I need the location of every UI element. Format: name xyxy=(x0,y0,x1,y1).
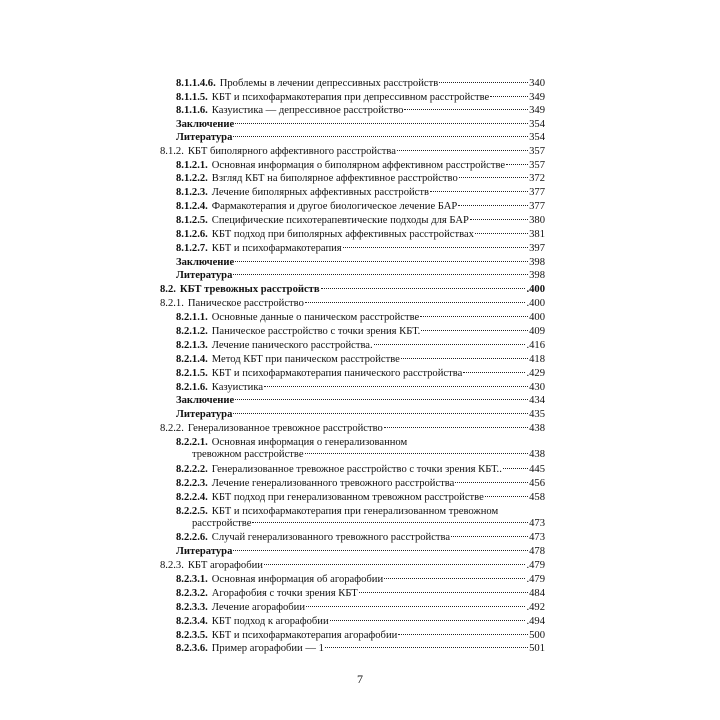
toc-entry-number: 8.2.2.6. xyxy=(176,532,208,543)
toc-entry-page: 501 xyxy=(529,643,545,654)
leader-dots xyxy=(235,123,528,124)
toc-entry xyxy=(176,186,545,200)
toc-entry-title: Лечение агорафобии xyxy=(211,602,306,613)
toc-entry-number: 8.2.1.1. xyxy=(176,312,208,323)
toc-entry-title: Основные данные о паническом расстройстве xyxy=(211,312,420,323)
toc-entry-number: 8.2.3.3. xyxy=(176,602,208,613)
toc-entry xyxy=(176,381,545,395)
leader-dots xyxy=(430,191,528,192)
toc-entry xyxy=(176,491,545,505)
toc-entry-page: 380 xyxy=(529,215,545,226)
toc-entry-number: 8.2.3.5. xyxy=(176,630,208,641)
toc-entry-page: 473 xyxy=(529,518,545,529)
toc-entry xyxy=(176,463,545,477)
toc-entry-title: Специфические психотерапевтические подходы для БАР xyxy=(211,215,469,226)
toc-entry-page: 340 xyxy=(529,78,545,89)
toc-entry xyxy=(176,228,545,242)
toc-entry-number: 8.2.2.2. xyxy=(176,464,208,475)
toc-entry-number: 8.1.2.4. xyxy=(176,201,208,212)
toc-entry xyxy=(176,615,545,629)
toc-entry-page: .479 xyxy=(526,560,545,571)
toc-entry-title: КБТ тревожных расстройств xyxy=(179,284,320,295)
toc-entry-page: .492 xyxy=(526,602,545,613)
toc-entry-page: .429 xyxy=(526,368,545,379)
toc-entry xyxy=(176,214,545,228)
toc-entry xyxy=(176,91,545,105)
toc-entry-page: 354 xyxy=(529,119,545,130)
toc-entry-title: КБТ подход при генерализованном тревожном расстройстве xyxy=(211,492,484,503)
toc-entry-number: 8.2.1.6. xyxy=(176,382,208,393)
toc-entry-page: 357 xyxy=(529,146,545,157)
toc-entry-number: 8.2.3.2. xyxy=(176,588,208,599)
toc-entry-number: 8.2.3. xyxy=(160,560,184,571)
toc-entry-title: КБТ и психофармакотерапия при депрессивном расстройстве xyxy=(211,92,490,103)
toc-entry-page: 354 xyxy=(529,132,545,143)
toc-entry-number: 8.2.2.5. xyxy=(176,506,208,517)
leader-dots xyxy=(305,453,529,454)
toc-entry-title: КБТ и психофармакотерапия панического расстройства xyxy=(211,368,463,379)
toc-entry-page: 456 xyxy=(529,478,545,489)
toc-entry-page: 438 xyxy=(529,423,545,434)
toc-entry-title: Генерализованное тревожное расстройство с точки зрения КБТ.. xyxy=(211,464,502,475)
leader-dots xyxy=(421,330,528,331)
toc-entry-page: 381 xyxy=(529,229,545,240)
toc-entry xyxy=(160,559,545,573)
leader-dots xyxy=(264,564,526,565)
toc-entry-page: 377 xyxy=(529,187,545,198)
toc-entry xyxy=(176,367,545,381)
toc-entry-title: Заключение xyxy=(176,119,235,130)
leader-dots xyxy=(459,177,528,178)
leader-dots xyxy=(235,261,528,262)
toc-entry-number: 8.1.2.2. xyxy=(176,173,208,184)
toc-entry-number: 8.2.1.2. xyxy=(176,326,208,337)
toc-entry-number: 8.2.2.1. xyxy=(176,437,208,448)
toc-entry-number: 8.1.1.6. xyxy=(176,105,208,116)
toc-entry-page: 473 xyxy=(529,532,545,543)
toc-entry-number: 8.2.1.4. xyxy=(176,354,208,365)
leader-dots xyxy=(233,136,528,137)
toc-entry xyxy=(176,256,545,270)
toc-entry-title: Проблемы в лечении депрессивных расстройств xyxy=(219,78,439,89)
toc-entry-number: 8.1.2.6. xyxy=(176,229,208,240)
toc-entry-page: 418 xyxy=(529,354,545,365)
toc-entry-title: Паническое расстройство с точки зрения КБТ. xyxy=(211,326,421,337)
toc-entry xyxy=(176,131,545,145)
toc-entry-title: КБТ агорафобии xyxy=(187,560,263,571)
toc-entry-title: КБТ подход к агорафобии xyxy=(211,616,329,627)
toc-entry-number: 8.2.3.1. xyxy=(176,574,208,585)
toc-entry-page: 357 xyxy=(529,160,545,171)
toc-entry-title: Паническое расстройство xyxy=(187,298,304,309)
toc-entry-title-continued: расстройстве xyxy=(192,518,252,529)
toc-entry-number: 8.2.3.4. xyxy=(176,616,208,627)
toc-entry-title: Основная информация об агорафобии xyxy=(211,574,384,585)
toc-entry xyxy=(176,587,545,601)
leader-dots xyxy=(485,496,528,497)
toc-entry-number: 8.2.1. xyxy=(160,298,184,309)
toc-entry xyxy=(176,269,545,283)
leader-dots xyxy=(330,620,526,621)
toc-entry-title: Случай генерализованного тревожного расстройства xyxy=(211,532,451,543)
leader-dots xyxy=(233,274,528,275)
toc-entry-number: 8.1.2.3. xyxy=(176,187,208,198)
toc-entry-page: 430 xyxy=(529,382,545,393)
toc-entry-title: Основная информация о биполярном аффективном расстройстве xyxy=(211,160,506,171)
toc-entry-title: КБТ и психофармакотерапия при генерализованном тревожном xyxy=(211,506,499,517)
leader-dots xyxy=(233,413,528,414)
toc-entry-number: 8.2.2.4. xyxy=(176,492,208,503)
leader-dots xyxy=(384,578,525,579)
toc-entry xyxy=(176,629,545,643)
toc-entry-title: Литература xyxy=(176,132,233,143)
toc-entry-title: Заключение xyxy=(176,257,235,268)
toc-entry-page: .416 xyxy=(526,340,545,351)
leader-dots xyxy=(470,219,528,220)
leader-dots xyxy=(404,109,528,110)
toc-entry xyxy=(176,159,545,173)
toc-entry-continuation xyxy=(192,448,545,462)
leader-dots xyxy=(343,247,528,248)
toc-entry-page: 349 xyxy=(529,105,545,116)
toc-entry xyxy=(176,118,545,132)
toc-entry xyxy=(176,311,545,325)
leader-dots xyxy=(397,150,528,151)
toc-entry-page: .400 xyxy=(526,298,545,309)
leader-dots xyxy=(321,288,526,289)
toc-entry-page: 438 xyxy=(529,449,545,460)
toc-entry-title: КБТ биполярного аффективного расстройства xyxy=(187,146,396,157)
toc-entry-title: Метод КБТ при паническом расстройстве xyxy=(211,354,400,365)
toc-entry-number: 8.2. xyxy=(160,284,176,295)
toc-entry xyxy=(160,297,545,311)
toc-entry xyxy=(176,104,545,118)
leader-dots xyxy=(252,522,528,523)
toc-entry-title: Литература xyxy=(176,546,233,557)
toc-entry-page: 398 xyxy=(529,270,545,281)
toc-entry-title: Взгляд КБТ на биполярное аффективное расстройство xyxy=(211,173,458,184)
toc-entry-number: 8.1.2.1. xyxy=(176,160,208,171)
toc-entry xyxy=(160,145,545,159)
toc-entry-title: Литература xyxy=(176,409,233,420)
toc-entry-page: 397 xyxy=(529,243,545,254)
toc-entry-page: 458 xyxy=(529,492,545,503)
toc-entry-page: 409 xyxy=(529,326,545,337)
toc-entry xyxy=(176,242,545,256)
toc-entry xyxy=(176,77,545,91)
leader-dots xyxy=(384,427,528,428)
toc-entry-page: 349 xyxy=(529,92,545,103)
leader-dots xyxy=(475,233,528,234)
toc-entry xyxy=(176,573,545,587)
toc-entry-page: 434 xyxy=(529,395,545,406)
leader-dots xyxy=(306,606,525,607)
leader-dots xyxy=(305,302,526,303)
toc-entry xyxy=(176,353,545,367)
toc-entry xyxy=(176,642,545,656)
toc-entry-number: 8.2.1.3. xyxy=(176,340,208,351)
leader-dots xyxy=(264,386,528,387)
toc-entry-page: 435 xyxy=(529,409,545,420)
toc-entry-page: 400 xyxy=(529,312,545,323)
toc-entry-title: Пример агорафобии — 1 xyxy=(211,643,324,654)
leader-dots xyxy=(233,550,528,551)
toc-entry xyxy=(176,601,545,615)
toc-entry-title: КБТ и психофармакотерапия агорафобии xyxy=(211,630,398,641)
leader-dots xyxy=(374,344,526,345)
leader-dots xyxy=(398,634,528,635)
toc-entry-number: 8.2.3.6. xyxy=(176,643,208,654)
toc-entry-page: 398 xyxy=(529,257,545,268)
toc-entry-continuation xyxy=(192,517,545,531)
page-number: 7 xyxy=(357,672,363,686)
toc-entry xyxy=(176,545,545,559)
toc-entry xyxy=(176,325,545,339)
toc-entry-title: Генерализованное тревожное расстройство xyxy=(187,423,383,434)
leader-dots xyxy=(451,536,528,537)
toc-entry-title: Казуистика xyxy=(211,382,264,393)
toc-entry-number: 8.2.2.3. xyxy=(176,478,208,489)
leader-dots xyxy=(506,164,528,165)
leader-dots xyxy=(490,96,528,97)
toc-entry-page: .479 xyxy=(526,574,545,585)
toc-entry xyxy=(176,172,545,186)
toc-entry-number: 8.1.1.4.6. xyxy=(176,78,216,89)
toc-entry-title: Основная информация о генерализованном xyxy=(211,437,408,448)
toc-entry-page: 377 xyxy=(529,201,545,212)
toc-entry-title: КБТ подход при биполярных аффективных расстройствах xyxy=(211,229,474,240)
leader-dots xyxy=(455,482,528,483)
toc-entry-title: Казуистика — депрессивное расстройство xyxy=(211,105,404,116)
toc-entry-title: Лечение панического расстройства. xyxy=(211,340,373,351)
leader-dots xyxy=(458,205,528,206)
toc-entry xyxy=(176,394,545,408)
leader-dots xyxy=(359,592,528,593)
toc-entry-title: Лечение биполярных аффективных расстройств xyxy=(211,187,429,198)
toc-entry-title: Литература xyxy=(176,270,233,281)
toc-entry xyxy=(160,422,545,436)
toc-entry-page: .494 xyxy=(526,616,545,627)
toc-entry xyxy=(176,200,545,214)
toc-entry-title: Фармакотерапия и другое биологическое лечение БАР xyxy=(211,201,458,212)
toc-entry-page: .400 xyxy=(526,284,545,295)
toc-entry xyxy=(176,339,545,353)
toc-entry-page: 478 xyxy=(529,546,545,557)
leader-dots xyxy=(235,399,528,400)
toc-entry xyxy=(160,283,545,297)
leader-dots xyxy=(401,358,528,359)
toc-entry-title: Лечение генерализованного тревожного расстройства xyxy=(211,478,455,489)
toc-entry-number: 8.2.2. xyxy=(160,423,184,434)
leader-dots xyxy=(463,372,525,373)
toc-entry-title: Заключение xyxy=(176,395,235,406)
leader-dots xyxy=(420,316,528,317)
toc-entry-page: 445 xyxy=(529,464,545,475)
toc-entry-number: 8.2.1.5. xyxy=(176,368,208,379)
toc-entry-title: КБТ и психофармакотерапия xyxy=(211,243,342,254)
toc-entry xyxy=(176,477,545,491)
toc-entry xyxy=(176,408,545,422)
toc-entry-page: 484 xyxy=(529,588,545,599)
toc-entry-number: 8.1.2. xyxy=(160,146,184,157)
toc-entry-page: 500 xyxy=(529,630,545,641)
toc-entry-number: 8.1.1.5. xyxy=(176,92,208,103)
toc-entry-title: Агорафобия с точки зрения КБТ xyxy=(211,588,358,599)
leader-dots xyxy=(439,82,528,83)
toc-entry-title-continued: тревожном расстройстве xyxy=(192,449,304,460)
leader-dots xyxy=(503,468,528,469)
leader-dots xyxy=(325,647,528,648)
toc-entry-page: 372 xyxy=(529,173,545,184)
toc-entry xyxy=(176,531,545,545)
toc-entry-number: 8.1.2.5. xyxy=(176,215,208,226)
toc-entry-number: 8.1.2.7. xyxy=(176,243,208,254)
